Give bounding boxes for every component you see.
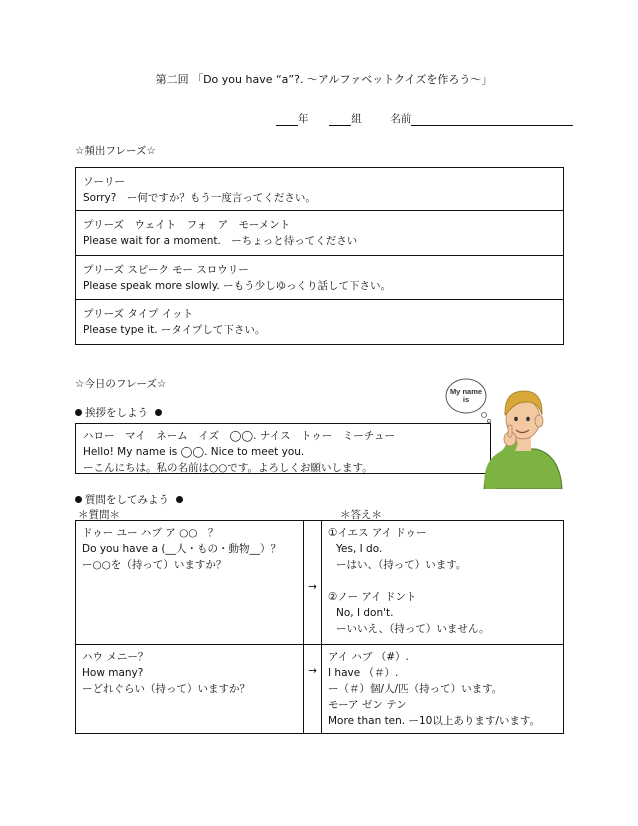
bullet-icon: [75, 496, 82, 503]
phrase-kana: プリーズ スピーク モー スロウリー: [83, 264, 249, 276]
arrow-cell: [304, 645, 322, 734]
class-blank[interactable]: [329, 113, 351, 126]
answer-kana: アイ ハブ （#）.: [328, 651, 409, 663]
phrase-row: [76, 211, 563, 256]
class-label: 組: [351, 113, 362, 125]
question-english: Do you have a (__人・もの・動物__）？: [82, 543, 281, 555]
answer-japanese: ー（＃）個/人/匹（持って）います。: [328, 683, 503, 695]
greeting-english: Hello! My name is ◯◯. Nice to meet you.: [83, 446, 305, 458]
answer-yes-english: Yes, I do.: [336, 543, 383, 555]
frequent-phrases-heading: ☆頻出フレーズ☆: [75, 145, 156, 157]
name-label: 名前: [390, 113, 412, 125]
phrase-kana: プリーズ ウェイト フォ ア モーメント: [83, 219, 291, 231]
greeting-heading-text: 挨拶をしよう: [85, 407, 148, 419]
year-label: 年: [298, 113, 309, 125]
question-heading-text: 質問をしてみよう: [85, 494, 169, 506]
greeting-heading: [75, 405, 165, 420]
answer-yes-japanese: ーはい、（持って）います。: [336, 559, 467, 571]
name-line: [276, 111, 573, 126]
greeting-box: [75, 423, 491, 474]
question-english: How many?: [82, 667, 144, 679]
arrow-cell: [304, 521, 322, 645]
answer-yes-kana: ①イエス アイ ドゥー: [328, 527, 427, 539]
question-kana: ハウ メニー？: [82, 651, 149, 663]
frequent-phrases-box: [75, 167, 564, 345]
answer-no-japanese: ーいいえ、（持って）いません。: [336, 623, 490, 635]
phrase-text: Please wait for a moment. ーちょっと待ってください: [83, 235, 358, 247]
phrase-kana: ソーリー: [83, 176, 125, 188]
greeting-kana: ハロー マイ ネーム イズ ◯◯. ナイス トゥー ミーチュー: [83, 430, 395, 442]
phrase-text: Sorry? ー何ですか？もう一度言ってください。: [83, 192, 316, 204]
phrase-text: Please speak more slowly. ーもう少しゆっくり話して下さい。: [83, 280, 391, 292]
question-cell: [76, 521, 304, 645]
phrase-row: [76, 256, 563, 300]
answer-more-kana: モーア ゼン テン: [328, 699, 407, 711]
phrase-row: [76, 300, 563, 344]
answer-column-label: ＊答え＊: [340, 509, 382, 521]
question-kana: ドゥー ユー ハブ ア ○○ ？: [82, 527, 219, 539]
answer-more-english: More than ten. ー10以上あります/います。: [328, 715, 541, 727]
greeting-japanese: ーこんにちは。私の名前は○○です。よろしくお願いします。: [83, 462, 373, 474]
name-blank[interactable]: [411, 113, 573, 126]
bullet-icon: [176, 496, 183, 503]
answer-no-english: No, I don't.: [336, 607, 394, 619]
question-japanese: ー○○を（持って）いますか？: [82, 559, 227, 571]
arrow-icon: →: [308, 665, 317, 677]
qa-row: [76, 521, 564, 645]
bullet-icon: [155, 409, 162, 416]
year-blank[interactable]: [276, 113, 298, 126]
bullet-icon: [75, 409, 82, 416]
question-japanese: ーどれぐらい（持って）いますか？: [82, 683, 250, 695]
question-heading: [75, 492, 186, 507]
answer-no-kana: ②ノー アイ ドント: [328, 591, 417, 603]
answer-cell: [322, 521, 564, 645]
qa-row: [76, 645, 564, 734]
bubble-text: My name: [449, 387, 483, 396]
phrase-row: [76, 168, 563, 211]
today-phrases-heading: ☆今日のフレーズ☆: [75, 378, 167, 390]
phrase-text: Please type it. ータイプして下さい。: [83, 324, 266, 336]
qa-table: [75, 520, 564, 734]
worksheet-title: 第二回 「Do you have “a”?. ～アルファベットクイズを作ろう～」: [155, 73, 493, 86]
arrow-icon: →: [308, 581, 317, 593]
answer-english: I have （＃）.: [328, 667, 399, 679]
phrase-kana: プリーズ タイプ イット: [83, 308, 193, 320]
boy-illustration: [444, 369, 564, 489]
question-cell: [76, 645, 304, 734]
svg-text:is: is: [462, 395, 470, 404]
question-column-label: ＊質問＊: [78, 509, 120, 521]
answer-cell: [322, 645, 564, 734]
